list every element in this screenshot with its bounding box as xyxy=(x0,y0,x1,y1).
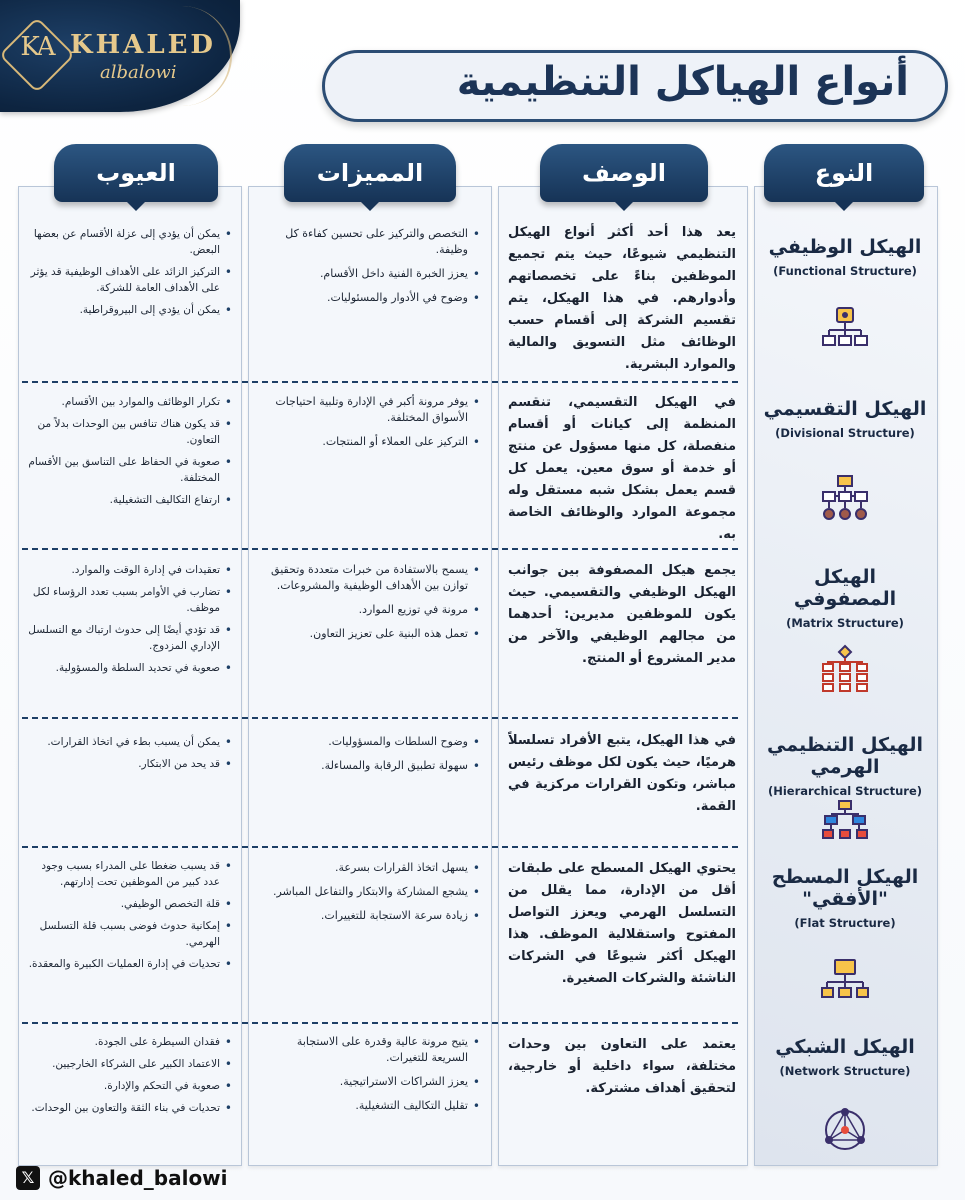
advantages-list xyxy=(258,734,480,774)
disadvantages-cell xyxy=(26,226,232,376)
list-item: • يسمح بالاستفادة من خبرات متعددة وتحقيق توازن بين الأهداف الوظيفية والمشروعات. xyxy=(258,562,480,594)
list-item: • يشجع المشاركة والابتكار والتفاعل المباشر. xyxy=(258,884,480,900)
list-item: • ارتفاع التكاليف التشغيلية. xyxy=(26,492,232,508)
type-name-en: (Functional Structure) xyxy=(773,264,917,278)
list-item: • يتيح مرونة عالية وقدرة على الاستجابة السريعة للتغيرات. xyxy=(258,1034,480,1066)
list-item: • قد يكون هناك تنافس بين الوحدات بدلاً من التعاون. xyxy=(26,416,232,448)
row-divider xyxy=(22,381,738,383)
disadvantages-cell xyxy=(26,1034,232,1158)
row-divider xyxy=(22,1022,738,1024)
type-name-en: (Hierarchical Structure) xyxy=(767,784,923,798)
flat-structure-icon xyxy=(821,958,869,1006)
list-item: • زيادة سرعة الاستجابة للتغييرات. xyxy=(258,908,480,924)
description-text: يعتمد على التعاون بين وحدات مختلفة، سواء داخلية أو خارجية، لتحقيق أهداف مشتركة. xyxy=(508,1037,736,1096)
advantages-list xyxy=(258,860,480,924)
matrix-structure-icon xyxy=(821,644,869,692)
logo-name: KHALED xyxy=(70,30,216,60)
advantages-cell xyxy=(258,734,480,842)
disadvantages-cell xyxy=(26,858,232,1018)
list-item: • مرونة في توزيع الموارد. xyxy=(258,602,480,618)
functional-structure-icon xyxy=(821,306,869,354)
row-divider xyxy=(22,548,738,550)
type-cell xyxy=(760,866,930,1016)
type-name-en: (Divisional Structure) xyxy=(775,426,915,440)
list-item: • يمكن أن يؤدي إلى عزلة الأقسام عن بعضها البعض. xyxy=(26,226,232,258)
header-advantages: المميزات xyxy=(284,144,456,202)
list-item: • سهولة تطبيق الرقابة والمساءلة. xyxy=(258,758,480,774)
list-item: • تحديات في بناء الثقة والتعاون بين الوحدات. xyxy=(26,1100,232,1116)
type-name: الهيكل المصفوفي xyxy=(793,566,897,610)
type-cell xyxy=(760,398,930,538)
list-item: • الاعتماد الكبير على الشركاء الخارجيين. xyxy=(26,1056,232,1072)
type-name-en: (Network Structure) xyxy=(779,1064,911,1078)
advantages-cell xyxy=(258,394,480,542)
disadvantages-list xyxy=(26,394,232,508)
social-handle[interactable]: @khaled_balowi xyxy=(48,1166,228,1190)
disadvantages-list xyxy=(26,562,232,676)
list-item: • تضارب في الأوامر بسبب تعدد الرؤساء لكل موظف. xyxy=(26,584,232,616)
advantages-list xyxy=(258,562,480,642)
list-item: • يوفر مرونة أكبر في الإدارة وتلبية احتياجات الأسواق المختلفة. xyxy=(258,394,480,426)
type-cell xyxy=(760,734,930,842)
logo-initials: KA xyxy=(20,32,54,62)
list-item: • التركيز على العملاء أو المنتجات. xyxy=(258,434,480,450)
list-item: • تحديات في إدارة العمليات الكبيرة والمعقدة. xyxy=(26,956,232,972)
hierarchical-structure-icon xyxy=(821,800,869,840)
type-name: الهيكل الشبكي xyxy=(775,1036,915,1058)
network-structure-icon xyxy=(821,1106,869,1154)
title-banner xyxy=(322,50,948,122)
disadvantages-cell xyxy=(26,394,232,544)
list-item: • قد تؤدي أيضًا إلى حدوث ارتباك مع التسلسل الإداري المزدوج. xyxy=(26,622,232,654)
advantages-cell xyxy=(258,562,480,710)
list-item: • صعوبة في التحكم والإدارة. xyxy=(26,1078,232,1094)
type-name-en: (Matrix Structure) xyxy=(786,616,904,630)
page-title: أنواع الهياكل التنظيمية xyxy=(456,59,909,105)
advantages-cell xyxy=(258,226,480,376)
row-divider xyxy=(22,717,738,719)
description-text: يعد هذا أحد أكثر أنواع الهيكل التنظيمي شيوعًا، حيث يتم تجميع الموظفين بناءً على تخصصاتهم وأدوارهم. في هذا الهيكل، يتم تقسيم الشركة إلى أقسام حسب الوظائف مثل التسويق والمالية والموارد البشرية. xyxy=(508,225,736,372)
list-item: • يمكن أن يؤدي إلى البيروقراطية. xyxy=(26,302,232,318)
advantages-list xyxy=(258,226,480,306)
list-item: • قد يسبب ضغطا على المدراء بسبب وجود عدد كبير من الموظفين تحت إدارتهم. xyxy=(26,858,232,890)
disadvantages-list xyxy=(26,734,232,772)
list-item: • وضوح في الأدوار والمسئوليات. xyxy=(258,290,480,306)
row-divider xyxy=(22,846,738,848)
list-item: • قد يحد من الابتكار. xyxy=(26,756,232,772)
description-cell xyxy=(508,1034,736,1158)
disadvantages-cell xyxy=(26,562,232,712)
list-item: • التخصص والتركيز على تحسين كفاءة كل وظيفة. xyxy=(258,226,480,258)
list-item: • وضوح السلطات والمسؤوليات. xyxy=(258,734,480,750)
description-text: يحتوي الهيكل المسطح على طبقات أقل من الإدارة، مما يقلل من التسلسل الهرمي ويعزز التواصل المفتوح واستقلالية الموظف. هذا الهيكل أكثر شيوعًا في الشركات الناشئة والشركات الصغيرة. xyxy=(508,861,736,986)
disadvantages-list xyxy=(26,1034,232,1116)
x-logo-icon: 𝕏 xyxy=(16,1166,40,1190)
type-cell xyxy=(760,566,930,710)
header-disadvantages: العيوب xyxy=(54,144,218,202)
list-item: • يعزز الخبرة الفنية داخل الأقسام. xyxy=(258,266,480,282)
description-text: في هذا الهيكل، يتبع الأفراد تسلسلاً هرميًا، حيث يكون لكل موظف رئيس مباشر، وتكون القرارات مركزية في القمة. xyxy=(508,733,736,814)
advantages-list xyxy=(258,394,480,450)
type-name: الهيكل الوظيفي xyxy=(768,236,922,258)
disadvantages-list xyxy=(26,858,232,972)
advantages-cell xyxy=(258,860,480,1016)
list-item: • التركيز الزائد على الأهداف الوظيفية قد يؤثر على الأهداف العامة للشركة. xyxy=(26,264,232,296)
list-item: • فقدان السيطرة على الجودة. xyxy=(26,1034,232,1050)
brand-logo xyxy=(0,0,240,112)
header-description: الوصف xyxy=(540,144,708,202)
list-item: • قلة التخصص الوظيفي. xyxy=(26,896,232,912)
list-item: • يعزز الشراكات الاستراتيجية. xyxy=(258,1074,480,1090)
list-item: • تعقيدات في إدارة الوقت والموارد. xyxy=(26,562,232,578)
type-name: الهيكل التقسيمي xyxy=(763,398,927,420)
list-item: • صعوبة في تحديد السلطة والمسؤولية. xyxy=(26,660,232,676)
type-cell xyxy=(760,1036,930,1158)
description-cell xyxy=(508,392,736,542)
advantages-cell xyxy=(258,1034,480,1158)
description-cell xyxy=(508,560,736,710)
list-item: • تكرار الوظائف والموارد بين الأقسام. xyxy=(26,394,232,410)
type-cell xyxy=(760,236,930,371)
description-cell xyxy=(508,730,736,842)
list-item: • صعوبة في الحفاظ على التناسق بين الأقسام المختلفة. xyxy=(26,454,232,486)
description-cell xyxy=(508,222,736,376)
list-item: • تعمل هذه البنية على تعزيز التعاون. xyxy=(258,626,480,642)
disadvantages-cell xyxy=(26,734,232,842)
header-type: النوع xyxy=(764,144,924,202)
list-item: • يمكن أن يسبب بطء في اتخاذ القرارات. xyxy=(26,734,232,750)
description-cell xyxy=(508,858,736,1016)
divisional-structure-icon xyxy=(821,474,869,522)
type-name: الهيكل التنظيمي الهرمي xyxy=(767,734,923,778)
list-item: • إمكانية حدوث فوضى بسبب قلة التسلسل الهرمي. xyxy=(26,918,232,950)
list-item: • تقليل التكاليف التشغيلية. xyxy=(258,1098,480,1114)
description-text: يجمع هيكل المصفوفة بين جوانب الهيكل الوظيفي والتقسيمي. حيث يكون للموظفين مديرين: أحدهما من مجالهم الوظيفي والآخر من مدير المشروع أو المنتج. xyxy=(508,563,736,666)
type-name: الهيكل المسطح "الأفقي" xyxy=(771,866,919,910)
advantages-list xyxy=(258,1034,480,1114)
list-item: • يسهل اتخاذ القرارات بسرعة. xyxy=(258,860,480,876)
description-text: في الهيكل التقسيمي، تنقسم المنظمة إلى كيانات أو أقسام منفصلة، كل منها مسؤول عن منتج أو خدمة أو سوق معين. يعمل كل قسم يعمل بشكل شبه مستقل وله مجموعة الموارد والوظائف الخاصة به. xyxy=(508,395,736,542)
type-name-en: (Flat Structure) xyxy=(794,916,896,930)
logo-subtitle: albalowi xyxy=(100,62,177,83)
disadvantages-list xyxy=(26,226,232,318)
